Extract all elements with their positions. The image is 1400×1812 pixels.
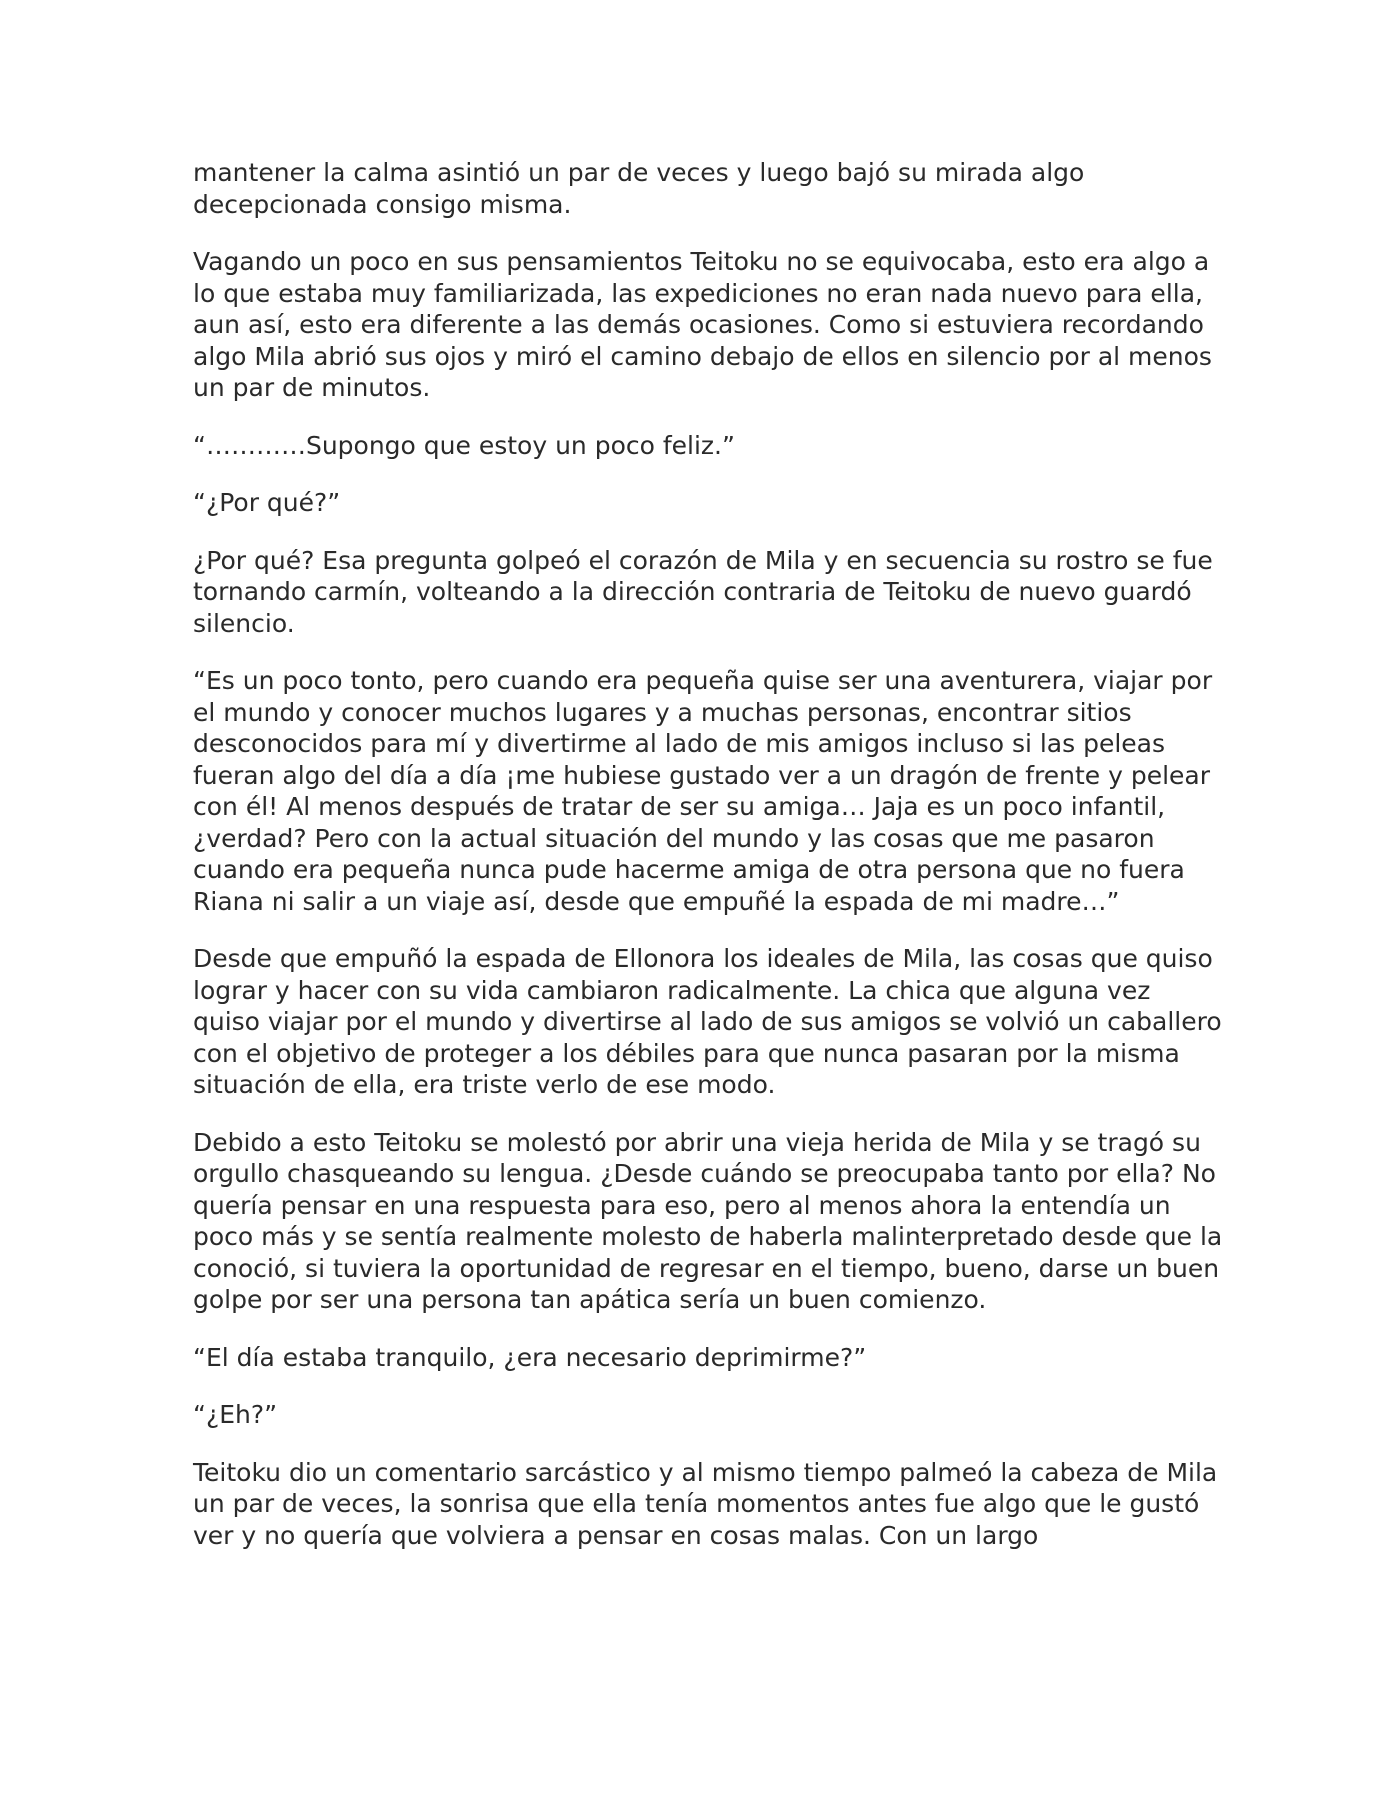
paragraph-3: “…………Supongo que estoy un poco feliz.” [193,430,735,460]
paragraph-6: “Es un poco tonto, pero cuando era pequeña quise ser una aventurera, viajar por el mundo y conocer muchos lugares y a muchas personas, encontrar sitios desconocidos para mí y divertirme al lado de mis amigos incluso si las peleas fueran algo del día a día ¡me hubiese gustado ver a un dragón de frente y pelear con él! Al menos después de tratar de ser su amiga… Jaja es un poco infantil, ¿verdad? Pero con la actual situación del mundo y las cosas que me pasaron cuando era pequeña nunca pude hacerme amiga de otra persona que no fuera Riana ni salir a un viaje así, desde que empuñé la espada de mi madre…” [193,666,1213,916]
paragraph-11: Teitoku dio un comentario sarcástico y al mismo tiempo palmeó la cabeza de Mila un par de veces, la sonrisa que ella tenía momentos antes fue algo que le gustó ver y no quería que volviera a pensar en cosas malas. Con un largo [193,1457,1218,1550]
paragraph-1: mantener la calma asintió un par de veces y luego bajó su mirada algo decepcionada consigo misma. [193,158,1085,219]
paragraph-2: Vagando un poco en sus pensamientos Teitoku no se equivocaba, esto era algo a lo que estaba muy familiarizada, las expediciones no eran nada nuevo para ella, aun así, esto era diferente a las demás ocasiones. Como si estuviera recordando algo Mila abrió sus ojos y miró el camino debajo de ellos en silencio por al menos un par de minutos. [193,247,1212,402]
paragraph-7: Desde que empuñó la espada de Ellonora los ideales de Mila, las cosas que quiso lograr y hacer con su vida cambiaron radicalmente. La chica que alguna vez quiso viajar por el mundo y divertirse al lado de sus amigos se volvió un caballero con el objetivo de proteger a los débiles para que nunca pasaran por la misma situación de ella, era triste verlo de ese modo. [193,944,1222,1099]
paragraph-8: Debido a esto Teitoku se molestó por abrir una vieja herida de Mila y se tragó su orgullo chasqueando su lengua. ¿Desde cuándo se preocupaba tanto por ella? No quería pensar en una respuesta para eso, pero al menos ahora la entendía un poco más y se sentía realmente molesto de haberla malinterpretado desde que la conoció, si tuviera la oportunidad de regresar en el tiempo, bueno, darse un buen golpe por ser una persona tan apática sería un buen comienzo. [193,1127,1223,1314]
paragraph-4: “¿Por qué?” [193,488,341,517]
paragraph-9: “El día estaba tranquilo, ¿era necesario deprimirme?” [193,1342,867,1372]
paragraph-5: ¿Por qué? Esa pregunta golpeó el corazón de Mila y en secuencia su rostro se fue tornando carmín, volteando a la dirección contraria de Teitoku de nuevo guardó silencio. [193,545,1213,638]
document-page [193,157,1223,1577]
paragraph-10: “¿Eh?” [193,1400,278,1429]
